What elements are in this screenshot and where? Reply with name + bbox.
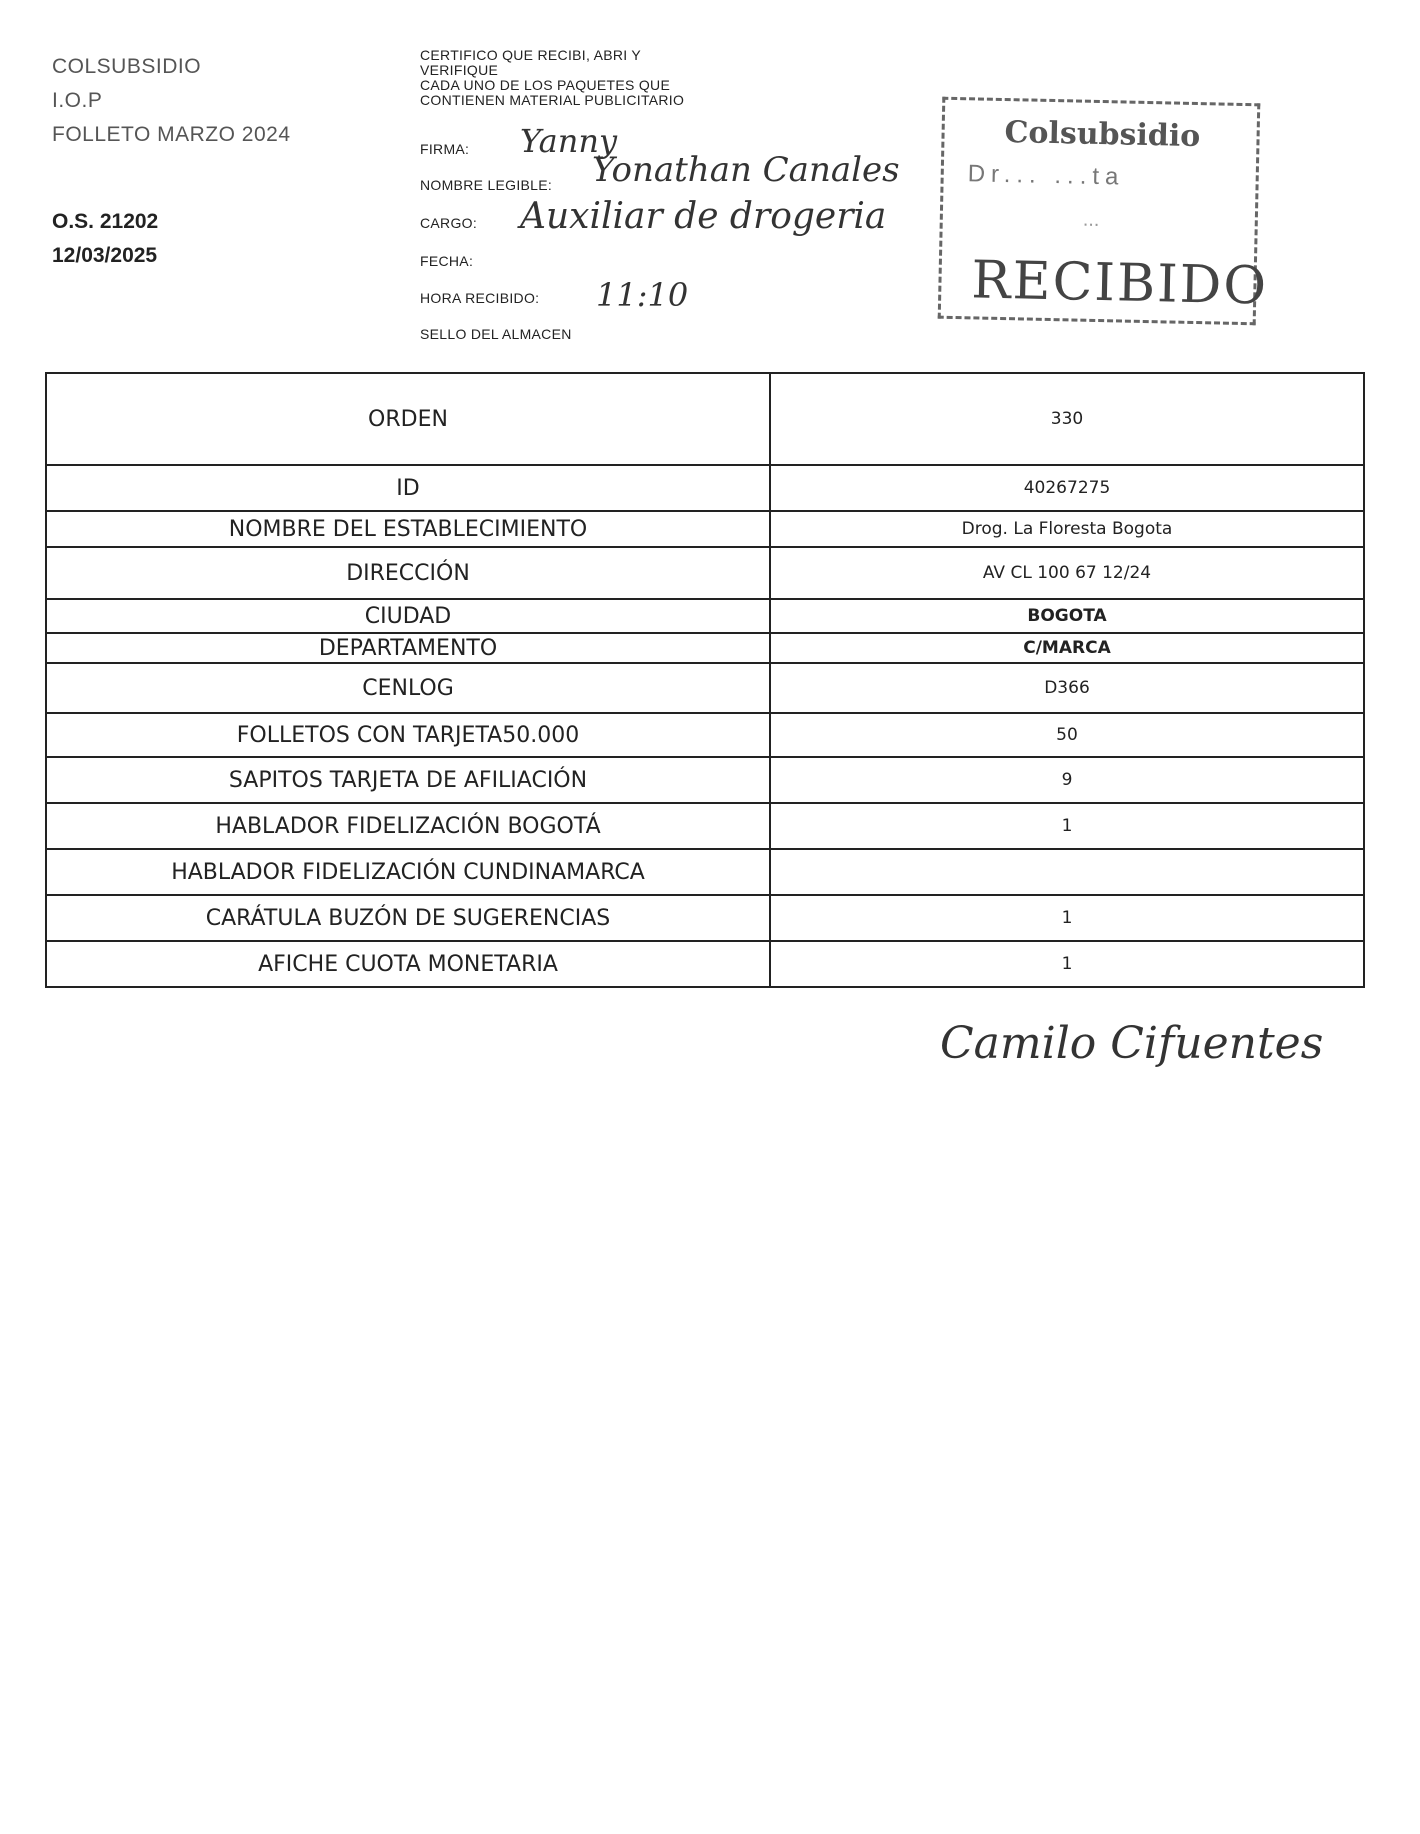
row-label: CENLOG [46, 663, 770, 713]
table-row [46, 757, 1364, 803]
row-label: AFICHE CUOTA MONETARIA [46, 941, 770, 987]
stamp-detail: ... [1082, 208, 1100, 232]
os-date: 12/03/2025 [52, 244, 158, 267]
department: I.O.P [52, 89, 103, 112]
certification-text [420, 48, 740, 108]
company-name: COLSUBSIDIO [52, 55, 202, 78]
received-stamp [938, 97, 1269, 326]
cert-line: CONTIENEN MATERIAL PUBLICITARIO [420, 92, 685, 108]
row-label: SAPITOS TARJETA DE AFILIACIÓN [46, 757, 770, 803]
row-label: HABLADOR FIDELIZACIÓN BOGOTÁ [46, 803, 770, 849]
stamp-recibido: RECIBIDO [970, 250, 1269, 317]
hora-label: HORA RECIBIDO: [420, 290, 540, 306]
row-label: DIRECCIÓN [46, 547, 770, 599]
table-row [46, 713, 1364, 757]
handwritten-signature: Camilo Cifuentes [940, 1018, 1324, 1069]
row-label: NOMBRE DEL ESTABLECIMIENTO [46, 511, 770, 547]
row-value: C/MARCA [770, 633, 1364, 663]
os-number: O.S. 21202 [52, 210, 159, 233]
cargo-value: Auxiliar de drogeria [520, 196, 887, 237]
row-value: 1 [770, 895, 1364, 941]
table-row [46, 663, 1364, 713]
hora-value: 11:10 [596, 276, 689, 314]
table-row [46, 633, 1364, 663]
cert-line: CADA UNO DE LOS PAQUETES QUE [420, 77, 671, 93]
row-value: AV CL 100 67 12/24 [770, 547, 1364, 599]
table-row [46, 849, 1364, 895]
row-value [770, 849, 1364, 895]
cert-line: VERIFIQUE [420, 62, 499, 78]
row-value: BOGOTA [770, 599, 1364, 633]
table-row [46, 511, 1364, 547]
row-label: DEPARTAMENTO [46, 633, 770, 663]
stamp-store: Dr... ...ta [967, 160, 1125, 191]
row-value: D366 [770, 663, 1364, 713]
nombre-label: NOMBRE LEGIBLE: [420, 177, 553, 193]
sello-label: SELLO DEL ALMACEN [420, 326, 572, 342]
cargo-label: CARGO: [420, 215, 478, 231]
table-row [46, 803, 1364, 849]
firma-signature: Yanny [520, 122, 618, 160]
row-label: ORDEN [46, 373, 770, 465]
fecha-label: FECHA: [420, 253, 474, 269]
cert-line: CERTIFICO QUE RECIBI, ABRI Y [420, 47, 642, 63]
nombre-value: Yonathan Canales [592, 150, 900, 190]
table-row [46, 547, 1364, 599]
row-value: 1 [770, 941, 1364, 987]
firma-label: FIRMA: [420, 141, 470, 157]
table-row [46, 599, 1364, 633]
header-left [52, 50, 291, 152]
row-value: 40267275 [770, 465, 1364, 511]
row-value: 50 [770, 713, 1364, 757]
delivery-table [45, 372, 1365, 988]
row-value: 1 [770, 803, 1364, 849]
row-value: 330 [770, 373, 1364, 465]
row-value: Drog. La Floresta Bogota [770, 511, 1364, 547]
table-row [46, 465, 1364, 511]
table-row [46, 895, 1364, 941]
row-label: ID [46, 465, 770, 511]
order-info [52, 205, 158, 273]
table-row [46, 373, 1364, 465]
row-label: CARÁTULA BUZÓN DE SUGERENCIAS [46, 895, 770, 941]
row-label: FOLLETOS CON TARJETA50.000 [46, 713, 770, 757]
table-row [46, 941, 1364, 987]
row-label: HABLADOR FIDELIZACIÓN CUNDINAMARCA [46, 849, 770, 895]
folleto-title: FOLLETO MARZO 2024 [52, 123, 291, 146]
row-label: CIUDAD [46, 599, 770, 633]
stamp-brand: Colsubsidio [1004, 115, 1201, 155]
row-value: 9 [770, 757, 1364, 803]
